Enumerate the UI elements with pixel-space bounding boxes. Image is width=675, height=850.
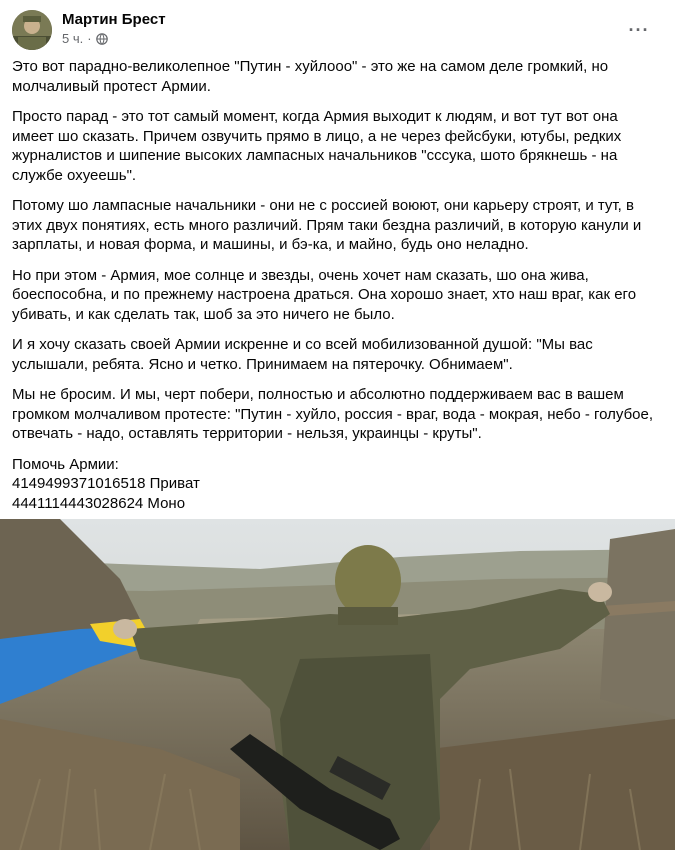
post-paragraph: Потому шо лампасные начальники - они не с россией воюют, они карьеру строят, и тут, в этих двух понятиях, есть много различий. Прям таки бездна различий, в которую канули и зарплаты, и новая форма, и машины, и бэ-ка, и майно, будь оно неладно. bbox=[12, 197, 642, 253]
post-body bbox=[12, 57, 663, 555]
globe-icon bbox=[96, 33, 108, 45]
author-name[interactable]: Мартин Брест bbox=[62, 11, 166, 28]
help-title: Помочь Армии: bbox=[12, 455, 119, 473]
post-header bbox=[12, 10, 663, 50]
card-number-privat: 4149499371016518 Приват bbox=[12, 475, 200, 492]
meta-separator: · bbox=[87, 31, 92, 46]
card-number-mono: 4441114443028624 Моно bbox=[12, 494, 186, 512]
post-paragraph: И я хочу сказать своей Армии искренне и со всей мобилизованной душой: "Мы вас услышали, ребята. Ясно и четко. Принимаем на пятерочку. Обнимаем". bbox=[12, 336, 593, 373]
post-time[interactable]: 5 ч. bbox=[62, 31, 84, 46]
post-paragraph: Просто парад - это тот самый момент, когда Армия выходит к людям, и вот тут вот она имеет шо сказать. Причем озвучить прямо в лицо, а не через фейсбуки, ютубы, редких журналистов и шипение высоких лампасных начальников "сссука, шото брякнешь - на службе охуеешь". bbox=[12, 108, 622, 184]
avatar[interactable] bbox=[12, 10, 52, 50]
post-photo[interactable] bbox=[0, 519, 675, 850]
post-meta bbox=[62, 31, 108, 47]
post-paragraph: Это вот парадно-великолепное "Путин - хуйлооо" - это же на самом деле громкий, но молчаливый протест Армии. bbox=[12, 58, 609, 95]
post-paragraph: Мы не бросим. И мы, черт побери, полностью и абсолютно поддерживаем вас в вашем громком молчаливом протесте: "Путин - хуйло, россия - враг, вода - мокрая, небо - голубое, отвечать - надо, оставлять территории - нельзя, украинцы - круты". bbox=[12, 386, 654, 442]
post-paragraph: Но при этом - Армия, мое солнце и звезды, очень хочет нам сказать, шо она жива, боеспособна, и по прежнему настроена драться. Она хорошо знает, хто наш враг, как его убивать, и как сделать так, шоб за это ничего не было. bbox=[12, 266, 637, 323]
more-options-icon[interactable] bbox=[625, 16, 653, 44]
more-options-label: ··· bbox=[628, 19, 650, 40]
